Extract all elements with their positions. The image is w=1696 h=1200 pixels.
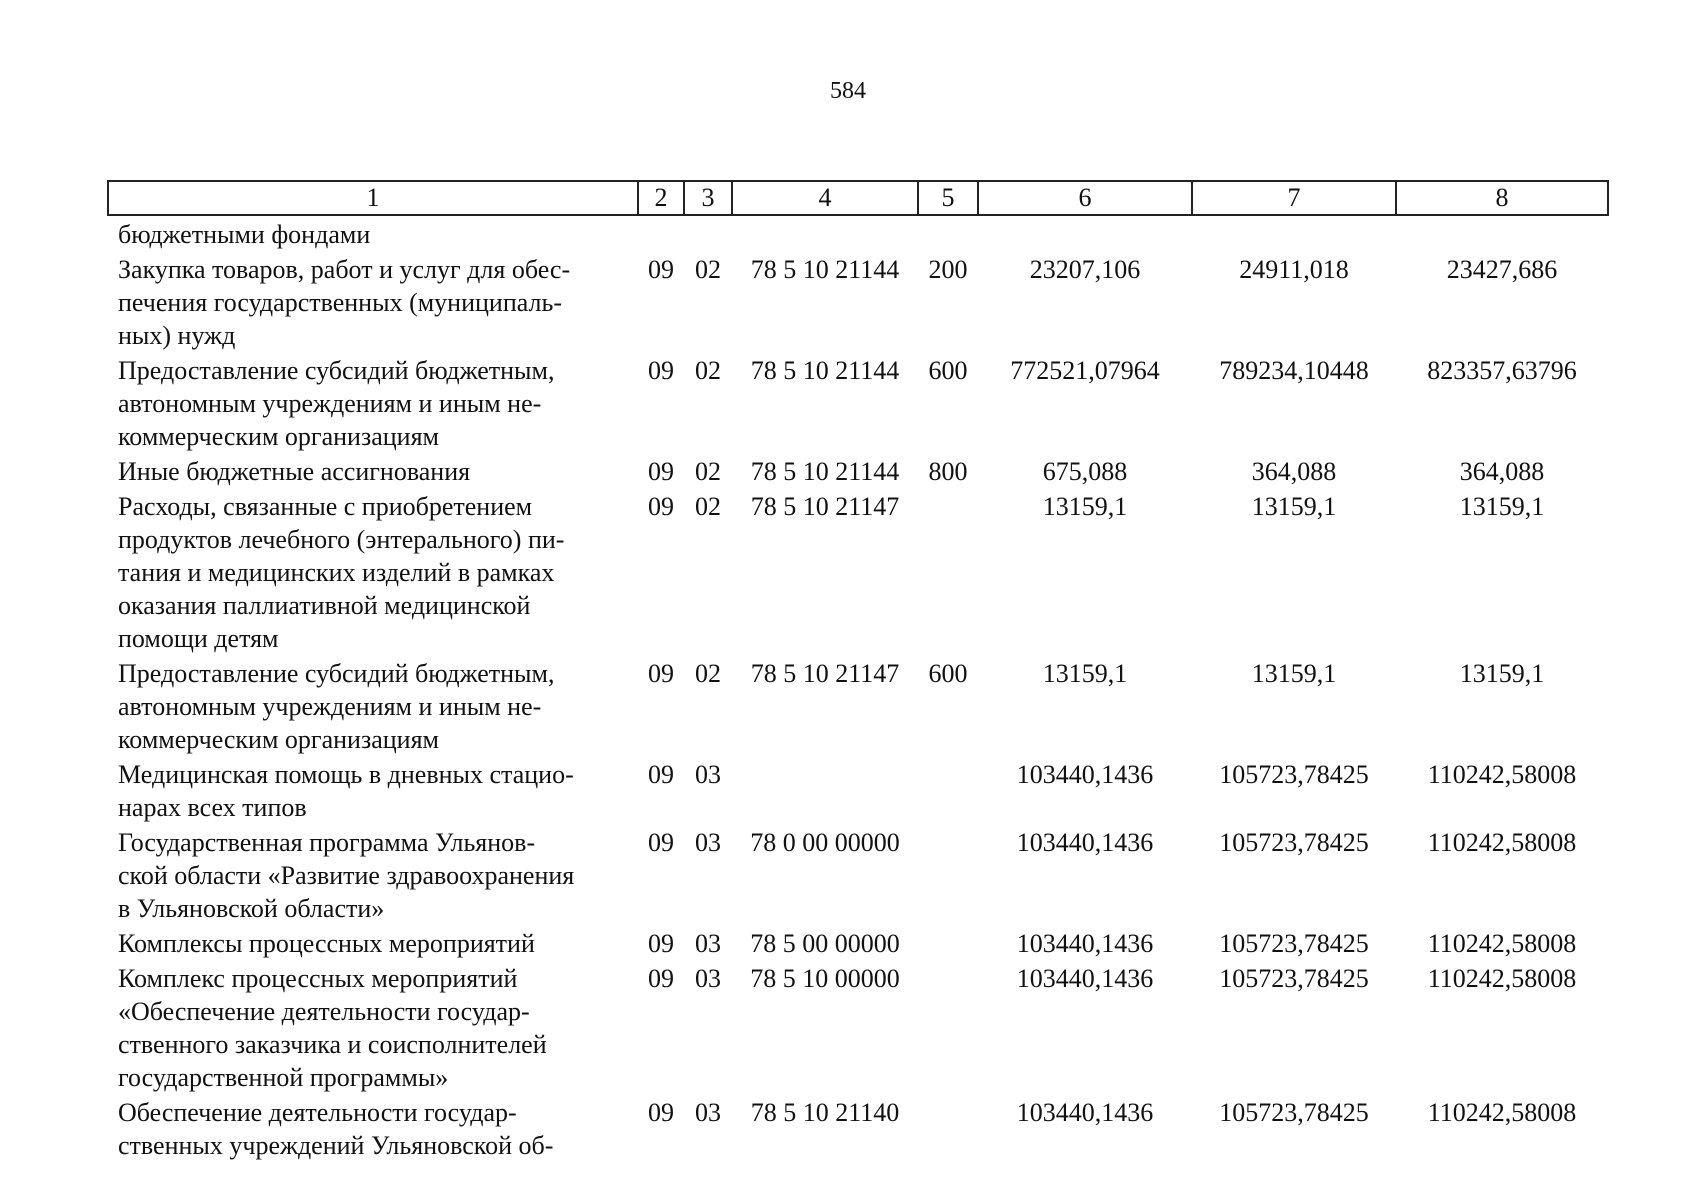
amount-col-7: 13159,1 bbox=[1251, 659, 1337, 688]
target-article-code bbox=[732, 215, 918, 252]
expense-type-code: 800 bbox=[928, 457, 968, 486]
expense-type-code bbox=[918, 926, 978, 961]
amount-col-7: 105723,78425 bbox=[1219, 760, 1369, 789]
section-code: 09 bbox=[648, 1098, 674, 1127]
subsection-code: 02 bbox=[695, 457, 721, 486]
row-description bbox=[108, 757, 638, 825]
row-description bbox=[108, 961, 638, 1095]
subsection-code: 03 bbox=[695, 964, 721, 993]
amount-col-8: 13159,1 bbox=[1459, 659, 1545, 688]
description-line: помощи детям bbox=[118, 624, 279, 653]
expense-type-code bbox=[918, 1095, 978, 1163]
amount-col-7: 105723,78425 bbox=[1219, 1098, 1369, 1127]
budget-table bbox=[107, 180, 1609, 1163]
amount-col-8: 110242,58008 bbox=[1427, 929, 1577, 958]
target-article-code: 78 5 10 00000 bbox=[750, 964, 900, 993]
table-row bbox=[108, 825, 1608, 926]
amount-col-7: 105723,78425 bbox=[1219, 828, 1369, 857]
row-description bbox=[108, 926, 638, 961]
description-line: оказания паллиативной медицинской bbox=[118, 591, 531, 620]
section-code: 09 bbox=[648, 760, 674, 789]
amount-col-8: 110242,58008 bbox=[1427, 964, 1577, 993]
description-line: Обеспечение деятельности государ- bbox=[118, 1098, 517, 1127]
description-line: нарах всех типов bbox=[118, 793, 307, 822]
row-description bbox=[108, 1095, 638, 1163]
table-row bbox=[108, 961, 1608, 1095]
row-description bbox=[108, 252, 638, 353]
table-row bbox=[108, 252, 1608, 353]
amount-col-7: 24911,018 bbox=[1239, 255, 1349, 284]
description-line: Комплекс процессных мероприятий bbox=[118, 964, 518, 993]
description-line: государственной программы» bbox=[118, 1063, 449, 1092]
section-code: 09 bbox=[648, 255, 674, 284]
amount-col-6: 103440,1436 bbox=[1016, 1098, 1154, 1127]
amount-col-7: 789234,10448 bbox=[1219, 356, 1369, 385]
column-header-1: 1 bbox=[108, 181, 638, 215]
section-code: 09 bbox=[648, 659, 674, 688]
subsection-code: 03 bbox=[695, 1098, 721, 1127]
subsection-code: 02 bbox=[695, 356, 721, 385]
row-description bbox=[108, 353, 638, 454]
amount-col-6: 675,088 bbox=[1042, 457, 1128, 486]
target-article-code: 78 5 10 21144 bbox=[750, 356, 900, 385]
table-row bbox=[108, 489, 1608, 656]
amount-col-7: 364,088 bbox=[1251, 457, 1337, 486]
section-code: 09 bbox=[648, 356, 674, 385]
description-line: ственного заказчика и соисполнителей bbox=[118, 1030, 547, 1059]
amount-col-8: 823357,63796 bbox=[1427, 356, 1577, 385]
row-description bbox=[108, 215, 638, 252]
description-line: коммерческим организациям bbox=[118, 725, 440, 754]
amount-col-8: 23427,686 bbox=[1446, 255, 1558, 284]
section-code: 09 bbox=[648, 929, 674, 958]
description-line: Предоставление субсидий бюджетным, bbox=[118, 356, 555, 385]
section-code: 09 bbox=[648, 492, 674, 521]
row-description bbox=[108, 454, 638, 489]
description-line: коммерческим организациям bbox=[118, 422, 440, 451]
description-line: Предоставление субсидий бюджетным, bbox=[118, 659, 555, 688]
subsection-code: 02 bbox=[695, 255, 721, 284]
description-line: Закупка товаров, работ и услуг для обес- bbox=[118, 255, 571, 284]
description-line: печения государственных (муниципаль- bbox=[118, 288, 563, 317]
header-row bbox=[108, 181, 1608, 215]
section-code: 09 bbox=[648, 457, 674, 486]
row-description bbox=[108, 656, 638, 757]
amount-col-6: 13159,1 bbox=[1042, 492, 1128, 521]
amount-col-6 bbox=[978, 215, 1192, 252]
amount-col-6: 103440,1436 bbox=[1016, 828, 1154, 857]
description-line: Медицинская помощь в дневных стацио- bbox=[118, 760, 574, 789]
table-row bbox=[108, 1095, 1608, 1163]
description-line: продуктов лечебного (энтерального) пи- bbox=[118, 525, 565, 554]
target-article-code: 78 5 10 21144 bbox=[750, 255, 900, 284]
subsection-code: 03 bbox=[695, 828, 721, 857]
amount-col-8: 13159,1 bbox=[1459, 492, 1545, 521]
target-article-code: 78 5 10 21144 bbox=[750, 457, 900, 486]
description-line: Комплексы процессных мероприятий bbox=[118, 929, 535, 958]
description-line: Государственная программа Ульянов- bbox=[118, 828, 536, 857]
budget-table-container bbox=[107, 180, 1607, 1163]
table-row bbox=[108, 656, 1608, 757]
section-code: 09 bbox=[648, 964, 674, 993]
description-line: автономным учреждениям и иным не- bbox=[118, 389, 542, 418]
expense-type-code: 600 bbox=[928, 659, 968, 688]
description-line: «Обеспечение деятельности государ- bbox=[118, 997, 530, 1026]
description-line: Расходы, связанные с приобретением bbox=[118, 492, 533, 521]
target-article-code: 78 5 10 21147 bbox=[750, 492, 900, 521]
table-row bbox=[108, 454, 1608, 489]
amount-col-7 bbox=[1192, 215, 1396, 252]
row-description bbox=[108, 489, 638, 656]
amount-col-6: 103440,1436 bbox=[1016, 929, 1154, 958]
amount-col-8: 110242,58008 bbox=[1427, 828, 1577, 857]
expense-type-code bbox=[918, 825, 978, 926]
column-header-5: 5 bbox=[918, 181, 978, 215]
subsection-code: 02 bbox=[695, 659, 721, 688]
target-article-code: 78 5 00 00000 bbox=[750, 929, 900, 958]
expense-type-code bbox=[918, 489, 978, 656]
column-header-2: 2 bbox=[638, 181, 684, 215]
amount-col-7: 13159,1 bbox=[1251, 492, 1337, 521]
target-article-code: 78 5 10 21147 bbox=[750, 659, 900, 688]
table-row bbox=[108, 757, 1608, 825]
expense-type-code bbox=[918, 215, 978, 252]
amount-col-6: 103440,1436 bbox=[1016, 760, 1154, 789]
target-article-code bbox=[732, 757, 918, 825]
column-header-7: 7 bbox=[1192, 181, 1396, 215]
amount-col-7: 105723,78425 bbox=[1219, 929, 1369, 958]
expense-type-code bbox=[918, 757, 978, 825]
section-code: 09 bbox=[648, 828, 674, 857]
description-line: ных) нужд bbox=[118, 321, 236, 350]
table-row bbox=[108, 926, 1608, 961]
target-article-code: 78 0 00 00000 bbox=[750, 828, 900, 857]
amount-col-8: 364,088 bbox=[1459, 457, 1545, 486]
description-line: Иные бюджетные ассигнования bbox=[118, 457, 471, 486]
description-line: ской области «Развитие здравоохранения bbox=[118, 861, 575, 890]
column-header-8: 8 bbox=[1396, 181, 1608, 215]
description-line: тания и медицинских изделий в рамках bbox=[118, 558, 555, 587]
page-number: 584 bbox=[830, 78, 866, 104]
row-description bbox=[108, 825, 638, 926]
subsection-code: 03 bbox=[695, 929, 721, 958]
description-line: в Ульяновской области» bbox=[118, 894, 385, 923]
table-header bbox=[108, 181, 1608, 215]
table-row bbox=[108, 353, 1608, 454]
table-row bbox=[108, 215, 1608, 252]
column-header-3: 3 bbox=[684, 181, 732, 215]
description-line: бюджетными фондами bbox=[118, 220, 371, 249]
description-line: автономным учреждениям и иным не- bbox=[118, 692, 542, 721]
target-article-code: 78 5 10 21140 bbox=[750, 1098, 900, 1127]
subsection-code: 03 bbox=[695, 760, 721, 789]
amount-col-8: 110242,58008 bbox=[1427, 760, 1577, 789]
subsection-code bbox=[684, 215, 732, 252]
amount-col-6: 772521,07964 bbox=[1010, 356, 1160, 385]
table-body bbox=[108, 215, 1608, 1163]
column-header-4: 4 bbox=[732, 181, 918, 215]
section-code bbox=[638, 215, 684, 252]
amount-col-8 bbox=[1396, 215, 1608, 252]
column-header-6: 6 bbox=[978, 181, 1192, 215]
description-line: ственных учреждений Ульяновской об- bbox=[118, 1131, 554, 1160]
expense-type-code: 600 bbox=[928, 356, 968, 385]
amount-col-7: 105723,78425 bbox=[1219, 964, 1369, 993]
amount-col-6: 23207,106 bbox=[1029, 255, 1141, 284]
amount-col-6: 103440,1436 bbox=[1016, 964, 1154, 993]
expense-type-code bbox=[918, 961, 978, 1095]
amount-col-8: 110242,58008 bbox=[1427, 1098, 1577, 1127]
amount-col-6: 13159,1 bbox=[1042, 659, 1128, 688]
subsection-code: 02 bbox=[695, 492, 721, 521]
expense-type-code: 200 bbox=[928, 255, 968, 284]
